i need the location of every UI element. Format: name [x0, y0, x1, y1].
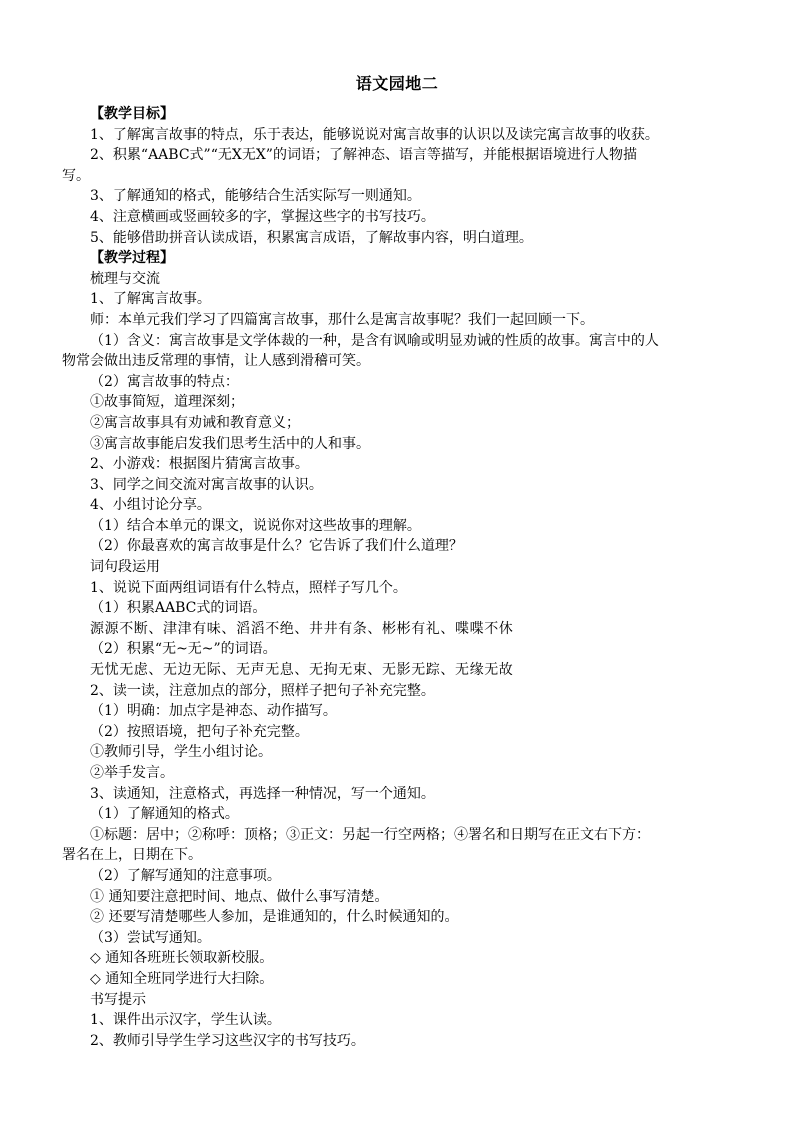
list-item: ◇ 通知各班班长领取新校服。: [90, 950, 274, 967]
paragraph: 2、小游戏：根据图片猜寓言故事。: [90, 456, 309, 473]
list-item: ① 通知要注意把时间、地点、做什么事写清楚。: [90, 888, 389, 905]
paragraph: （2）积累“无~无~”的词语。: [90, 641, 277, 658]
paragraph: （2）寓言故事的特点：: [90, 373, 239, 390]
list-item: ② 还要写清楚哪些人参加，是谁通知的，什么时候通知的。: [90, 909, 459, 926]
list-item: ①标题：居中；②称呼：顶格；③正文：另起一行空两格；④署名和日期写在正文右下方：: [90, 826, 650, 843]
paragraph: 2、读一读，注意加点的部分，照样子把句子补充完整。: [90, 682, 435, 699]
paragraph: 1、课件出示汉字，学生认读。: [90, 1012, 281, 1029]
goal-2: 2、积累“AABC式”“无X无X”的词语；了解神态、语言等描写，并能根据语境进行人物描: [90, 147, 637, 164]
paragraph: 3、读通知，注意格式，再选择一种情况，写一个通知。: [90, 785, 435, 802]
paragraph: 师：本单元我们学习了四篇寓言故事，那什么是寓言故事呢？我们一起回顾一下。: [90, 311, 594, 328]
paragraph: （3）尝试写通知。: [90, 929, 211, 946]
list-item: ①故事简短，道理深刻；: [90, 394, 244, 411]
paragraph: （1）了解通知的格式。: [90, 806, 239, 823]
paragraph: 1、说说下面两组词语有什么特点，照样子写几个。: [90, 579, 407, 596]
paragraph: （1）积累AABC式的词语。: [90, 600, 267, 617]
word-list-wu: 无忧无虑、无边无际、无声无息、无拘无束、无影无踪、无缘无故: [90, 662, 514, 679]
paragraph: （2）了解写通知的注意事项。: [90, 867, 281, 884]
paragraph: （1）含义：寓言故事是文学体裁的一种，是含有讽喻或明显劝诫的性质的故事。寓言中的人: [90, 332, 659, 349]
paragraph: （2）你最喜欢的寓言故事是什么？它告诉了我们什么道理？: [90, 538, 463, 555]
paragraph: 3、同学之间交流对寓言故事的认识。: [90, 476, 323, 493]
subsection-heading-review: 梳理与交流: [90, 270, 160, 287]
list-item: ①教师引导，学生小组讨论。: [90, 744, 272, 761]
list-item-continued: 署名在上，日期在下。: [62, 847, 202, 864]
goal-5: 5、能够借助拼音认读成语，积累寓言成语，了解故事内容，明白道理。: [90, 229, 533, 246]
subsection-heading-words: 词句段运用: [90, 559, 160, 576]
paragraph: 2、教师引导学生学习这些汉字的书写技巧。: [90, 1032, 365, 1049]
paragraph-continued: 物常会做出违反常理的事情，让人感到滑稽可笑。: [62, 353, 370, 370]
paragraph: 4、小组讨论分享。: [90, 497, 211, 514]
subsection-heading-writing: 书写提示: [90, 991, 146, 1008]
goal-4: 4、注意横画或竖画较多的字，掌握这些字的书写技巧。: [90, 208, 435, 225]
paragraph: 1、了解寓言故事。: [90, 291, 211, 308]
goal-2-continued: 写。: [62, 167, 90, 184]
list-item: ◇ 通知全班同学进行大扫除。: [90, 970, 274, 987]
section-heading-process: 【教学过程】: [90, 250, 174, 267]
goal-3: 3、了解通知的格式，能够结合生活实际写一则通知。: [90, 188, 421, 205]
list-item: ③寓言故事能启发我们思考生活中的人和事。: [90, 435, 370, 452]
paragraph: （2）按照语境，把句子补充完整。: [90, 723, 309, 740]
section-heading-goals: 【教学目标】: [90, 106, 174, 122]
goal-1: 1、了解寓言故事的特点，乐于表达，能够说说对寓言故事的认识以及读完寓言故事的收获。: [90, 126, 659, 143]
paragraph: （1）结合本单元的课文，说说你对这些故事的理解。: [90, 517, 421, 534]
document-body: [62, 104, 738, 1051]
list-item: ②寓言故事具有劝诫和教育意义；: [90, 414, 300, 431]
list-item: ②举手发言。: [90, 765, 174, 781]
page-title: 语文园地二: [355, 74, 439, 93]
word-list-aabc: 源源不断、津津有味、滔滔不绝、井井有条、彬彬有礼、喋喋不休: [90, 620, 514, 637]
paragraph: （1）明确：加点字是神态、动作描写。: [90, 703, 337, 720]
